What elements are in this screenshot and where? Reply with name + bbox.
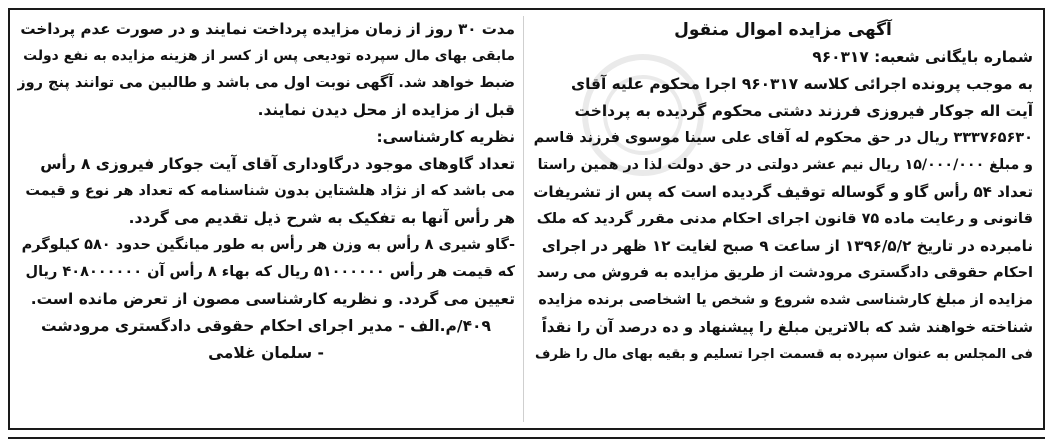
body-line: قبل از مزایده از محل دیدن نمایند. xyxy=(257,101,515,119)
body-line: تعیین می گردد. و نظریه کارشناسی مصون از تعرض مانده است. xyxy=(30,290,515,308)
notice-title: آگهی مزایده اموال منقول xyxy=(674,20,892,40)
body-line: تعداد ۵۴ رأس گاو و گوساله توقیف گردیده است که پس از تشریفات xyxy=(533,183,1033,201)
body-line: نامبرده در تاریخ ۱۳۹۶/۵/۲ از ساعت ۹ صبح لغایت ۱۲ ظهر در اجرای xyxy=(541,237,1033,255)
auction-notice xyxy=(8,8,1045,430)
body-line: احکام حقوقی دادگستری مرودشت از طریق مزایده به فروش می رسد xyxy=(536,265,1033,281)
body-line: هر رأس آنها به تفکیک به شرح ذیل تقدیم می گردد. xyxy=(128,209,515,227)
body-line: فی المجلس به عنوان سپرده به قسمت اجرا تسلیم و بقیه بهای مال را ظرف xyxy=(534,347,1033,362)
left-column xyxy=(17,16,515,422)
column-divider xyxy=(523,16,524,422)
right-column xyxy=(533,16,1033,422)
archive-number-line: شماره بایگانی شعبه: ۹۶۰۳۱۷ xyxy=(812,48,1033,66)
body-line: ضبط خواهد شد. آگهی نوبت اول می باشد و طالبین می توانند پنج روز xyxy=(17,75,515,91)
body-line: قانونی و رعایت ماده ۷۵ قانون اجرای احکام مدنی مقرر گردید که ملک xyxy=(536,211,1033,227)
body-line: می باشد که از نژاد هلشتاین بدون شناسنامه که تعداد هر نوع و قیمت xyxy=(25,183,515,199)
body-line: تعداد گاوهای موجود درگاوداری آقای آیت جوکار فیروزی ۸ رأس xyxy=(40,155,515,173)
body-line: به موجب پرونده اجرائی کلاسه ۹۶۰۳۱۷ اجرا محکوم علیه آقای xyxy=(571,75,1033,93)
body-line: شناخته خواهند شد که بالاترین مبلغ را پیشنهاد و ده درصد آن را نقداً xyxy=(541,319,1033,336)
body-line: مدت ۳۰ روز از زمان مزایده پرداخت نمایند و در صورت عدم پرداخت xyxy=(20,20,515,38)
body-line: و مبلغ ۱۵/۰۰۰/۰۰۰ ریال نیم عشر دولتی در حق دولت لذا در همین راستا xyxy=(537,157,1033,173)
body-line: که قیمت هر رأس ۵۱۰۰۰۰۰۰ ریال که بهاء ۸ رأس آن ۴۰۸۰۰۰۰۰۰ ریال xyxy=(25,264,515,280)
body-line: ۳۳۳۷۶۵۶۳۰ ریال در حق محکوم له آقای علی سینا موسوی فرزند قاسم xyxy=(533,130,1033,146)
body-line: مزایده از مبلغ کارشناسی شده شروع و شخص یا اشخاصی برنده مزایده xyxy=(538,292,1033,308)
body-line: -گاو شیری ۸ رأس به وزن هر رأس به طور میانگین حدود ۵۸۰ کیلوگرم xyxy=(21,237,515,253)
expert-opinion-heading: نظریه کارشناسی: xyxy=(376,128,515,146)
body-line: مابقی بهای مال سپرده تودیعی پس از کسر از هزینه مزایده به نفع دولت xyxy=(23,48,515,64)
body-line: آیت اله جوکار فیروزی فرزند دشتی محکوم گردیده به پرداخت xyxy=(574,102,1033,120)
signatory-name: - سلمان غلامی xyxy=(208,344,324,362)
bottom-border xyxy=(8,437,1045,439)
signature-line: ۴۰۹/م.الف - مدیر اجرای احکام حقوقی دادگستری مرودشت xyxy=(41,317,491,335)
